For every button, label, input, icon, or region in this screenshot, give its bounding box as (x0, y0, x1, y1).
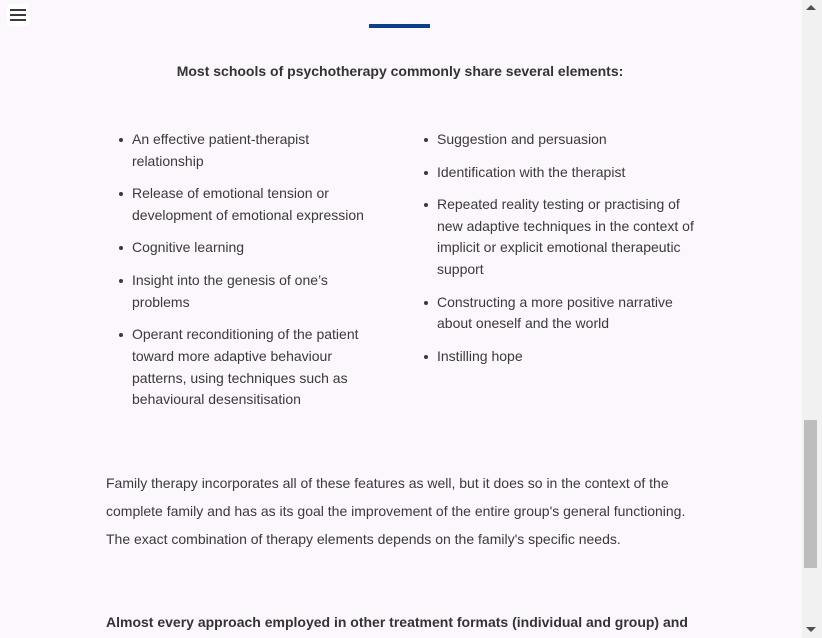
elements-list-right (437, 129, 699, 378)
list-item: Release of emotional tension or development of emotional expression (132, 183, 382, 226)
list-item: Constructing a more positive narrative about oneself and the world (437, 292, 699, 335)
list-item: Insight into the genesis of one’s problems (132, 270, 382, 313)
menu-button[interactable] (7, 4, 29, 26)
scrollbar-thumb[interactable] (804, 420, 817, 568)
list-item: Repeated reality testing or practising of new adaptive techniques in the context of implicit or explicit emotional therapeutic support (437, 194, 699, 281)
list-item: Instilling hope (437, 346, 699, 368)
hamburger-menu-icon (10, 9, 26, 11)
list-item: Identification with the therapist (437, 162, 699, 184)
list-item: Suggestion and persuasion (437, 129, 699, 151)
list-item: Cognitive learning (132, 237, 382, 259)
section-heading: Most schools of psychotherapy commonly share several elements: (176, 63, 624, 79)
scroll-down-arrow-icon[interactable] (806, 627, 816, 632)
vertical-scrollbar[interactable] (802, 0, 822, 638)
list-item: An effective patient-therapist relationship (132, 129, 382, 172)
list-item: Operant reconditioning of the patient toward more adaptive behaviour patterns, using techniques such as behavioural desensitisation (132, 324, 382, 411)
scroll-up-arrow-icon[interactable] (806, 5, 816, 10)
hamburger-menu-icon-line (10, 14, 26, 16)
family-therapy-paragraph: Family therapy incorporates all of these features as well, but it does so in the context of the complete family and has as its goal the improvement of the entire group's general functioning. The exact combination of therapy elements depends on the family's specific needs. (106, 475, 686, 547)
elements-list-left (132, 129, 382, 422)
approach-paragraph: Almost every approach employed in other treatment formats (individual and group) and (106, 614, 688, 630)
section-accent-divider (369, 24, 430, 28)
hamburger-menu-icon-line (10, 19, 26, 21)
